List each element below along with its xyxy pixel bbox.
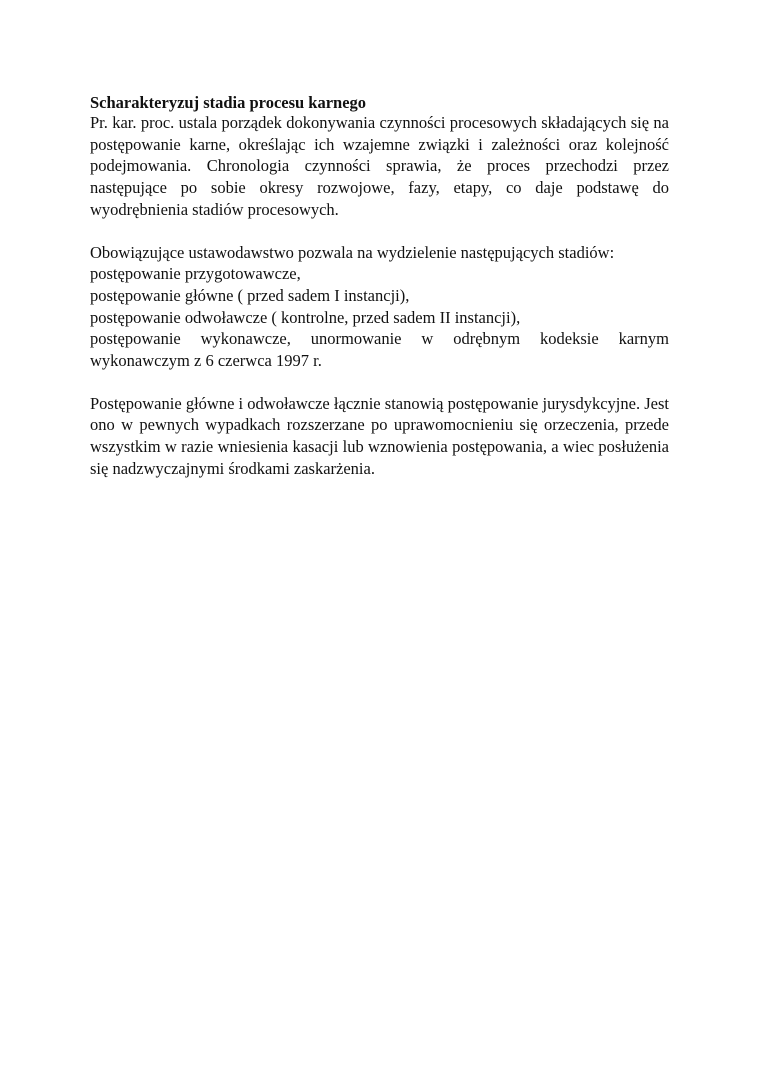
document-page (90, 93, 669, 480)
paragraph-intro: Pr. kar. proc. ustala porządek dokonywania czynności procesowych składających się na postępowanie karne, określając ich wzajemne związki i zależności oraz kolejność podejmowania. Chronologia czynności sprawia, że proces przechodzi przez następujące po sobie okresy rozwojowe, fazy, etapy, co daje podstawę do wyodrębnienia stadiów procesowych. (90, 113, 669, 219)
stage-item-1: postępowanie przygotowawcze, (90, 264, 301, 284)
stage-item-4-continued: wykonawczym z 6 czerwca 1997 r. (90, 351, 322, 371)
stages-intro: Obowiązujące ustawodawstwo pozwala na wydzielenie następujących stadiów: (90, 242, 615, 262)
paragraph-gap (90, 372, 669, 393)
stage-item-2: postępowanie główne ( przed sadem I instancji), (90, 285, 410, 305)
paragraph-gap (90, 221, 669, 242)
stage-item-3: postępowanie odwoławcze ( kontrolne, przed sadem II instancji), (90, 307, 521, 327)
stage-item-4: postępowanie wykonawcze, unormowanie w odrębnym kodeksie karnym (90, 329, 669, 349)
paragraph-jurisdiction: Postępowanie główne i odwoławcze łącznie stanowią postępowanie jurysdykcyjne. Jest ono w pewnych wypadkach rozszerzane po uprawomocnieniu się orzeczenia, przede wszystkim w razie wniesienia kasacji lub wznowienia postępowania, a wiec posłużenia się nadzwyczajnymi środkami zaskarżenia. (90, 393, 669, 478)
document-title: Scharakteryzuj stadia procesu karnego (90, 93, 367, 112)
